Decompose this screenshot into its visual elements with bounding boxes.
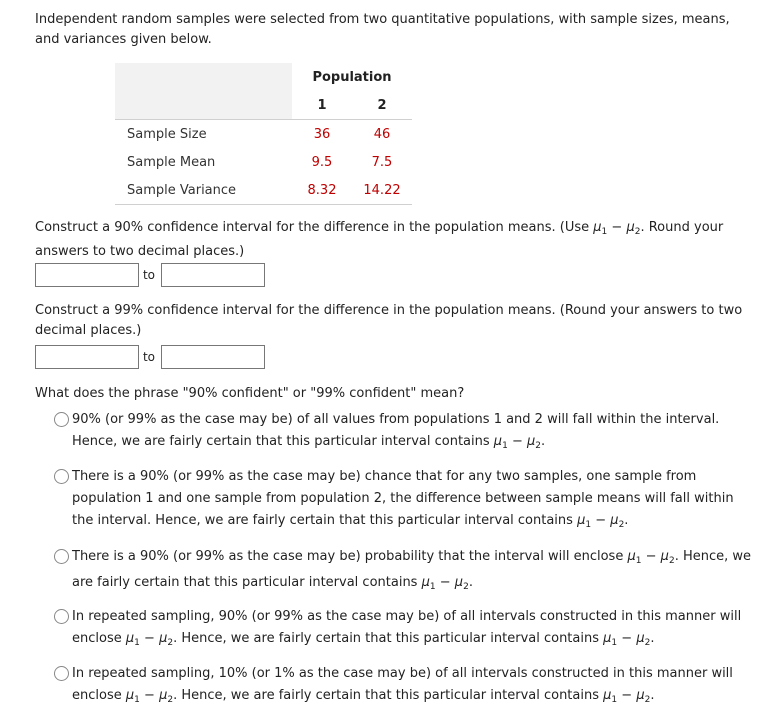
col-header-2: 2: [352, 91, 412, 120]
table-row: [115, 176, 412, 205]
cell-value: 46: [373, 126, 391, 142]
radio-button[interactable]: [54, 609, 69, 624]
lower-bound-99-input[interactable]: [35, 345, 139, 369]
cell-value: 8.32: [292, 176, 352, 205]
row-label: Sample Size: [127, 126, 207, 142]
to-label: to: [142, 350, 156, 364]
upper-bound-90-input[interactable]: [161, 263, 265, 287]
radio-button[interactable]: [54, 469, 69, 484]
radio-button[interactable]: [54, 412, 69, 427]
row-label: Sample Variance: [115, 176, 292, 205]
to-label: to: [142, 268, 156, 282]
lower-bound-90-input[interactable]: [35, 263, 139, 287]
table-row: [115, 120, 412, 149]
cell-value: 14.22: [352, 176, 412, 205]
upper-bound-99-input[interactable]: [161, 345, 265, 369]
population-header: Population: [312, 69, 392, 85]
option-1[interactable]: 90% (or 99% as the case may be) of all values from populations 1 and 2 will fall within the interval. Hence, we are fairly certain that this particular interval contains $\mu_1 - \mu_2$.: [54, 409, 754, 457]
option-4[interactable]: In repeated sampling, 90% (or 99% as the case may be) of all intervals constructed in this manner will enclose $\mu_1 - \mu_2$. Hence, we are fairly certain that this particular interval contains $\mu_1 - \mu_2$.: [54, 606, 754, 654]
cell-value: 36: [313, 126, 331, 142]
option-2[interactable]: There is a 90% (or 99% as the case may be) chance that for any two samples, one sample from population 1 and one sample from population 2, the difference between sample means will fall within the interval. Hence, we are fairly certain that this particular interval contains $\mu_1 - \mu_2$.: [54, 466, 754, 536]
table-header-row: [115, 63, 412, 91]
table-row: [115, 148, 412, 176]
problem-intro: Independent random samples were selected from two quantitative populations, with sample sizes, means, and variances given below.: [35, 12, 730, 47]
option-5[interactable]: In repeated sampling, 10% (or 1% as the case may be) of all intervals constructed in this manner will enclose $\mu_1 - \mu_2$. Hence, we are fairly certain that this particular interval contains $\mu_1 - \mu_2$.: [54, 663, 754, 711]
cell-value: 9.5: [311, 154, 333, 170]
table-subheader-row: [115, 91, 412, 120]
question-99-ci: Construct a 99% confidence interval for the difference in the population means. (Round your answers to two decimal places.): [35, 303, 743, 338]
population-table: [115, 63, 412, 205]
question-90-ci: Construct a 90% confidence interval for the difference in the population means. (Use $\mu_1 - \mu_2$. Round your answers to two decimal places.): [35, 220, 724, 259]
radio-button[interactable]: [54, 666, 69, 681]
question-meaning: What does the phrase "90% confident" or "99% confident" mean?: [35, 386, 465, 401]
row-label: Sample Mean: [127, 154, 216, 170]
col-header-1: 1: [292, 91, 352, 120]
radio-button[interactable]: [54, 549, 69, 564]
option-3[interactable]: There is a 90% (or 99% as the case may be) probability that the interval will enclose $\mu_1 - \mu_2$. Hence, we are fairly certain that this particular interval contains $\mu_1 - \mu_2$.: [54, 546, 754, 598]
cell-value: 7.5: [371, 154, 393, 170]
mu1-minus-mu2: $\mu_1 - \mu_2$: [593, 220, 641, 237]
